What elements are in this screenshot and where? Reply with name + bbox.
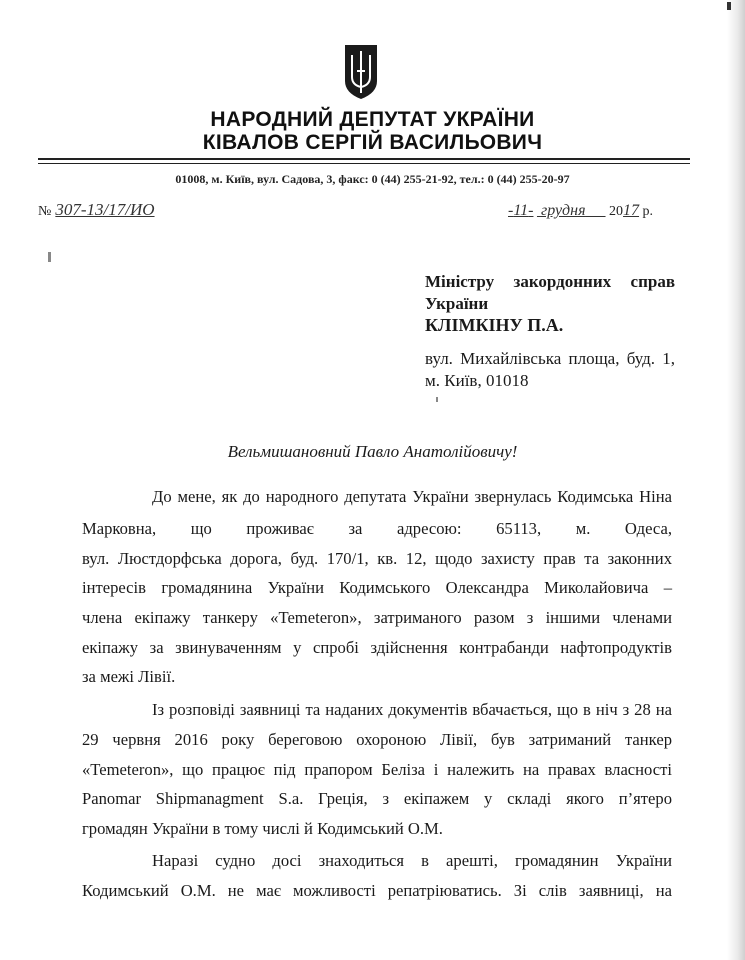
body-line: екіпажу за звинуваченням у спробі здійснення контрабанди нафтопродуктів [82, 638, 672, 657]
recipient-country: України [425, 294, 489, 313]
recipient-city: м. Київ, 01018 [425, 371, 529, 390]
salutation: Вельмишановний Павло Анатолійовичу! [227, 442, 518, 461]
body-line: «Temeteron», що працює під прапором Беліза і належить на правах власності [82, 760, 672, 779]
letterhead-title: НАРОДНИЙ ДЕПУТАТ УКРАЇНИ [210, 108, 535, 131]
body-line: вул. Люстдорфська дорога, буд. 170/1, кв. 12, щодо захисту прав та законних [82, 549, 672, 568]
body-line: До мене, як до народного депутата України звернулась Кодимська Ніна [152, 487, 672, 506]
body-line: інтересів громадянина України Кодимського Олександра Миколайовича – [82, 578, 672, 597]
registration-number [38, 200, 155, 220]
body-line: Кодимський О.М. не має можливості репатріюватись. Зі слів заявниці, на [82, 881, 672, 900]
scan-speck [48, 252, 51, 262]
handwritten-month: грудня [540, 202, 586, 219]
letterhead-name: КІВАЛОВ СЕРГІЙ ВАСИЛЬОВИЧ [202, 131, 543, 154]
scan-speck [436, 397, 438, 402]
body-line: Panomar Shipmanagment S.a. Греція, з екіпажем у складі якого п’ятеро [82, 789, 672, 808]
letterhead-rule-thin [38, 163, 690, 164]
body-line: громадян України в тому числі й Кодимський О.М. [82, 819, 443, 838]
body-line: члена екіпажу танкеру «Temeteron», затриманого разом з іншими членами [82, 608, 672, 627]
number-sign: № [38, 204, 52, 219]
body-line: за межі Лівії. [82, 667, 176, 686]
letterhead-contacts: 01008, м. Київ, вул. Садова, 3, факс: 0 (44) 255-21-92, тел.: 0 (44) 255-20-97 [175, 172, 570, 186]
recipient-street: вул. Михайлівська площа, буд. 1, [425, 349, 675, 368]
year-suffix: р. [642, 204, 654, 219]
body-line: Марковна, що проживає за адресою: 65113, м. Одеса, [82, 519, 672, 538]
handwritten-day: -11- [508, 202, 534, 219]
handwritten-number: 307-13/17/ИО [55, 200, 155, 219]
letterhead-rule [38, 158, 690, 160]
body-line: Наразі судно досі знаходиться в арешті, громадянин України [152, 851, 672, 870]
recipient-position: Міністру закордонних справ [425, 272, 675, 291]
body-line: 29 червня 2016 року береговою охороною Лівії, був затриманий танкер [82, 730, 672, 749]
scan-artifact [727, 2, 731, 10]
handwritten-year: 17 [623, 202, 640, 219]
trident-icon [343, 43, 379, 101]
recipient-name: КЛІМКІНУ П.А. [425, 315, 564, 335]
body-line: Із розповіді заявниці та наданих документів вбачається, що в ніч з 28 на [152, 700, 672, 719]
year-prefix: 20 [609, 204, 624, 219]
letter-date [508, 202, 653, 220]
